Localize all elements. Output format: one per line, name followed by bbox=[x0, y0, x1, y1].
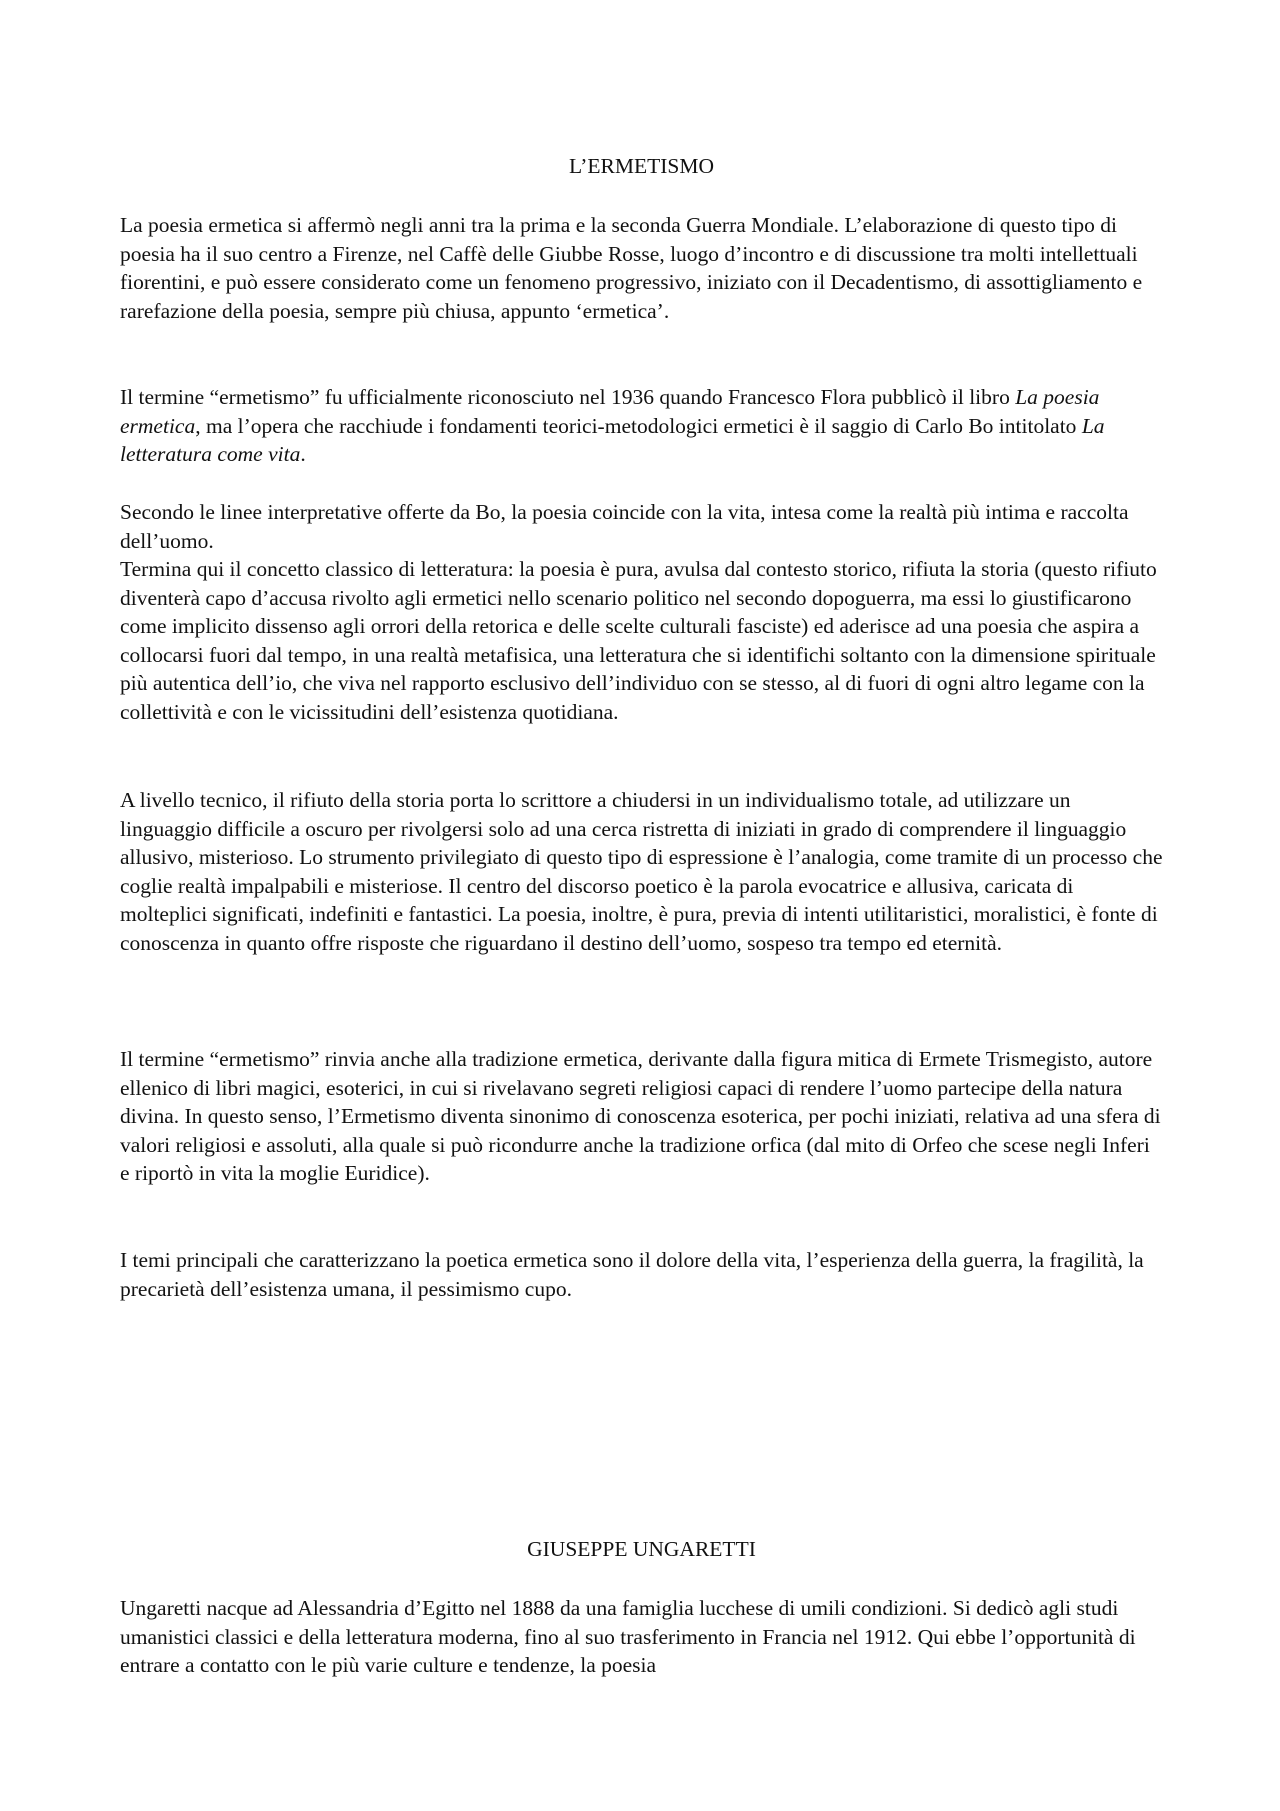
paragraph-term-origin-part-c: , ma l’opera che racchiude i fondamenti teorici-metodologici ermetici è il saggio di Carlo Bo intitolato bbox=[195, 413, 1082, 438]
paragraph-term-origin bbox=[120, 383, 1163, 469]
paragraph-main-themes: I temi principali che caratterizzano la poetica ermetica sono il dolore della vita, l’esperienza della guerra, la fragilità, la precarietà dell’esistenza umana, il pessimismo cupo. bbox=[120, 1248, 1144, 1301]
paragraph-technical-level: A livello tecnico, il rifiuto della storia porta lo scrittore a chiudersi in un individualismo totale, ad utilizzare un linguaggio difficile a oscuro per rivolgersi solo ad una cerca ristretta di iniziati in grado di comprendere il linguaggio allusivo, misterioso. Lo strumento privilegiato di questo tipo di espressione è l’analogia, come tramite di un processo che coglie realtà impalpabili e misteriose. Il centro del discorso poetico è la parola evocatrice e allusiva, caricata di molteplici significati, indefiniti e fantastici. La poesia, inoltre, è pura, previa di intenti utilitaristici, moralistici, è fonte di conoscenza in quanto offre risposte che riguardano il destino dell’uomo, sospeso tra tempo ed eternità. bbox=[120, 788, 1163, 955]
section-title-ungaretti: GIUSEPPE UNGARETTI bbox=[527, 1537, 756, 1561]
paragraph-ungaretti-bio: Ungaretti nacque ad Alessandria d’Egitto nel 1888 da una famiglia lucchese di umili condizioni. Si dedicò agli studi umanistici classici e della letteratura moderna, fino al suo trasferimento in Francia nel 1912. Qui ebbe l’opportunità di entrare a contatto con le più varie culture e tendenze, la poesia bbox=[120, 1596, 1136, 1678]
paragraph-term-origin-part-a: Il termine “ermetismo” fu ufficialmente riconosciuto nel 1936 quando Francesco Flora pubblicò il libro bbox=[120, 385, 1016, 409]
section-title-ermetismo: L’ERMETISMO bbox=[569, 154, 714, 178]
paragraph-term-origin-part-e: . bbox=[300, 442, 306, 467]
book-title-poesia-ermetica: La poesia ermetica bbox=[120, 385, 1100, 438]
paragraph-classic-concept: Termina qui il concetto classico di letteratura: la poesia è pura, avulsa dal contesto storico, rifiuta la storia (questo rifiuto diventerà capo d’accusa rivolto agli ermetici nello scenario politico nel secondo dopoguerra, ma essi lo giustificarono come implicito dissenso agli orrori della retorica e delle scelte culturali fasciste) ed aderisce ad una poesia che aspira a collocarsi fuori dal tempo, in una realtà metafisica, una letteratura che si identifichi soltanto con la dimensione spirituale più autentica dell’io, che viva nel rapporto esclusivo dell’individuo con se stesso, al di fuori di ogni altro legame con la collettività e con le vicissitudini dell’esistenza quotidiana. bbox=[120, 557, 1157, 724]
paragraph-intro: La poesia ermetica si affermò negli anni tra la prima e la seconda Guerra Mondiale. L’elaborazione di questo tipo di poesia ha il suo centro a Firenze, nel Caffè delle Giubbe Rosse, luogo d’incontro e di discussione tra molti intellettuali fiorentini, e può essere considerato come un fenomeno progressivo, iniziato con il Decadentismo, di assottigliamento e rarefazione della poesia, sempre più chiusa, appunto ‘ermetica’. bbox=[120, 213, 1143, 323]
paragraph-hermetic-tradition: Il termine “ermetismo” rinvia anche alla tradizione ermetica, derivante dalla figura mitica di Ermete Trismegisto, autore ellenico di libri magici, esoterici, in cui si rivelavano segreti religiosi capaci di rendere l’uomo partecipe della natura divina. In questo senso, l’Ermetismo diventa sinonimo di conoscenza esoterica, per pochi iniziati, relativa ad una sfera di valori religiosi e assoluti, alla quale si può ricondurre anche la tradizione orfica (dal mito di Orfeo che scese negli Inferi e riportò in vita la moglie Euridice). bbox=[120, 1047, 1161, 1186]
book-title-letteratura-come-vita: La letteratura come vita bbox=[120, 413, 1105, 467]
paragraph-bo-interpretation: Secondo le linee interpretative offerte da Bo, la poesia coincide con la vita, intesa come la realtà più intima e raccolta dell’uomo. bbox=[120, 500, 1129, 553]
